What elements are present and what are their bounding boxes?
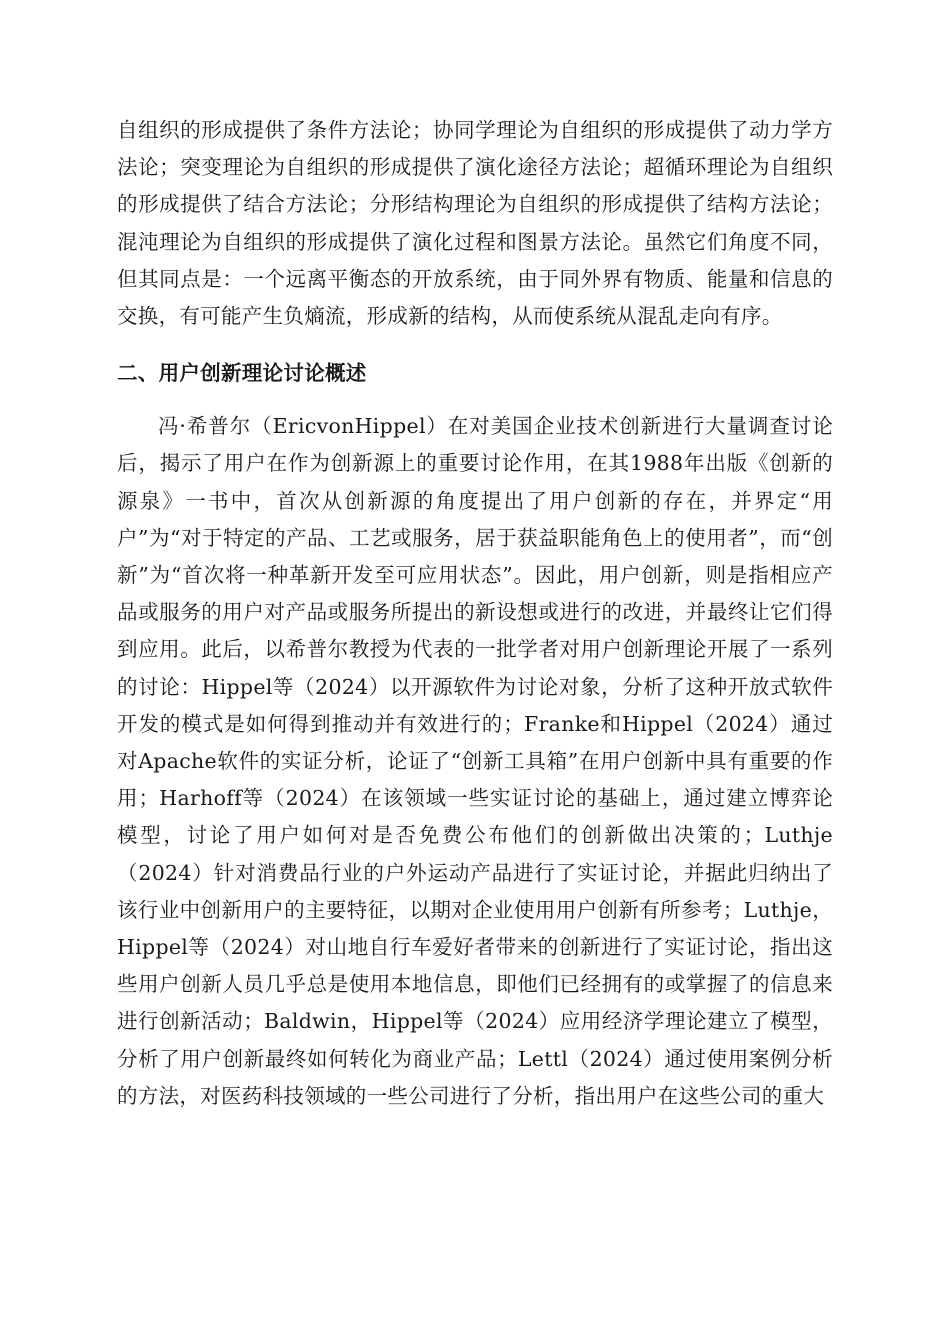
document-body (117, 112, 833, 1115)
body-paragraph: 自组织的形成提供了条件方法论；协同学理论为自组织的形成提供了动力学方法论；突变理论为自组织的形成提供了演化途径方法论；超循环理论为自组织的形成提供了结合方法论；分形结构理论为自组织的形成提供了结构方法论；混沌理论为自组织的形成提供了演化过程和图景方法论。虽然它们角度不同，但其同点是：一个远离平衡态的开放系统，由于同外界有物质、能量和信息的交换，有可能产生负熵流，形成新的结构，从而使系统从混乱走向有序。 (117, 118, 833, 329)
section-heading: 二、用户创新理论讨论概述 (117, 361, 367, 386)
body-paragraph: 冯·希普尔（EricvonHippel）在对美国企业技术创新进行大量调查讨论后，揭示了用户在作为创新源上的重要讨论作用，在其1988年出版《创新的源泉》一书中，首次从创新源的角度提出了用户创新的存在，并界定“用户”为“对于特定的产品、工艺或服务，居于获益职能角色上的使用者”，而“创新”为“首次将一种革新开发至可应用状态”。因此，用户创新，则是指相应产品或服务的用户对产品或服务所提出的新设想或进行的改进，并最终让它们得到应用。此后，以希普尔教授为代表的一批学者对用户创新理论开展了一系列的讨论：Hippel等（2024）以开源软件为讨论对象，分析了这种开放式软件开发的模式是如何得到推动并有效进行的；Franke和Hippel（2024）通过对Apache软件的实证分析，论证了“创新工具箱”在用户创新中具有重要的作用；Harhoff等（2024）在该领域一些实证讨论的基础上，通过建立博弈论模型，讨论了用户如何对是否免费公布他们的创新做出决策的；Luthje（2024）针对消费品行业的户外运动产品进行了实证讨论，并据此归纳出了该行业中创新用户的主要特征，以期对企业使用用户创新有所参考；Luthje，Hippel等（2024）对山地自行车爱好者带来的创新进行了实证讨论，指出这些用户创新人员几乎总是使用本地信息，即他们已经拥有的或掌握了的信息来进行创新活动；Baldwin，Hippel等（2024）应用经济学理论建立了模型，分析了用户创新最终如何转化为商业产品；Lettl（2024）通过使用案例分析的方法，对医药科技领域的一些公司进行了分析，指出用户在这些公司的重大 (117, 414, 833, 1108)
